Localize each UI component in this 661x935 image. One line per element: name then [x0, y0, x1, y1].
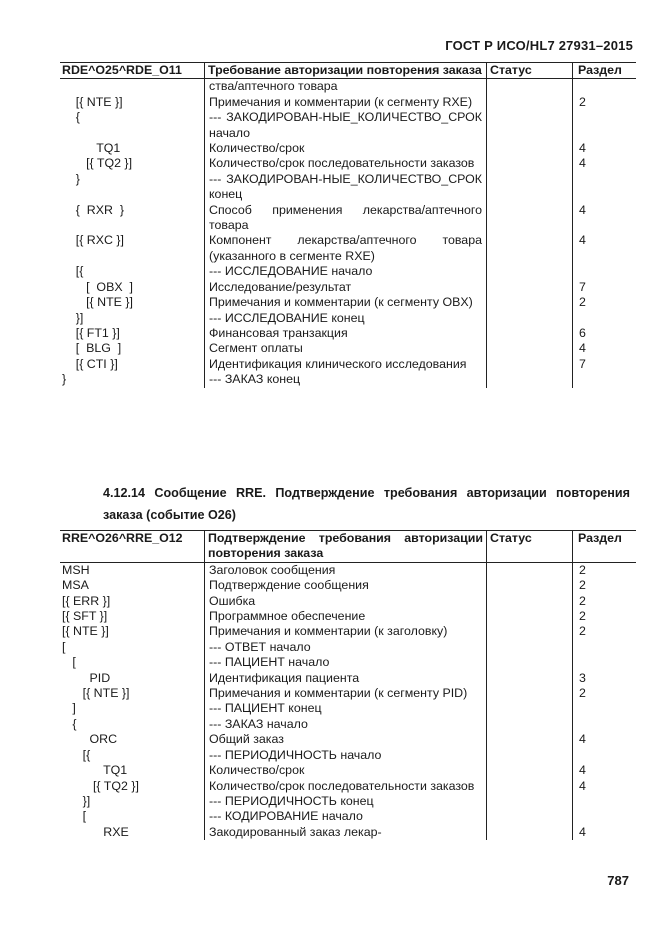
- table-row: [60, 280, 636, 295]
- segment-cell: }: [60, 172, 205, 203]
- table-row: [60, 686, 636, 701]
- table-header: [60, 530, 636, 563]
- segment-cell: MSH: [60, 563, 205, 578]
- section-cell: [573, 172, 636, 203]
- table-rre-o26: [60, 530, 636, 840]
- section-cell: 2: [579, 609, 586, 624]
- description-cell: Исследование/результат: [205, 280, 487, 295]
- status-cell: [487, 79, 573, 94]
- description-cell: Количество/срок последовательности заказов: [205, 779, 487, 794]
- header-cell: Статус: [487, 531, 573, 562]
- description-cell: Примечания и комментарии (к заголовку): [205, 624, 487, 639]
- section-cell: 4: [579, 233, 586, 248]
- table-row: [60, 701, 636, 716]
- description-cell: Количество/срок последовательности заказов: [205, 156, 487, 171]
- table-row: [60, 809, 636, 824]
- segment-cell: ORC: [60, 732, 205, 747]
- segment-cell: { RXR }: [60, 203, 205, 234]
- segment-cell: [{ NTE }]: [60, 95, 205, 110]
- status-cell: [487, 609, 573, 624]
- status-cell: [487, 686, 573, 701]
- status-cell: [487, 95, 573, 110]
- header-cell: Статус: [487, 63, 573, 78]
- status-cell: [487, 794, 573, 809]
- status-cell: [487, 717, 573, 732]
- description-cell: Ошибка: [205, 594, 487, 609]
- table-row: [60, 141, 636, 156]
- description-cell: Компонент лекарства/аптечного товара (указанного в сегменте RXE): [205, 233, 487, 264]
- table-row: [60, 748, 636, 763]
- segment-cell: PID: [60, 671, 205, 686]
- section-cell: 4: [579, 341, 586, 356]
- status-cell: [487, 326, 573, 341]
- description-cell: Сегмент оплаты: [205, 341, 487, 356]
- section-cell: [573, 264, 636, 279]
- description-cell: Закодированный заказ лекар-: [205, 825, 487, 840]
- segment-cell: [60, 79, 205, 94]
- description-cell: Примечания и комментарии (к сегменту OBX): [205, 295, 487, 310]
- table-row: [60, 203, 636, 234]
- table-row: [60, 172, 636, 203]
- table-row: [60, 717, 636, 732]
- section-cell: [573, 655, 636, 670]
- header-cell: Раздел: [578, 63, 622, 77]
- description-cell: Общий заказ: [205, 732, 487, 747]
- table-row: [60, 594, 636, 609]
- table-row: [60, 110, 636, 141]
- table-row: [60, 563, 636, 578]
- description-cell: --- ЗАКОДИРОВАН-НЫЕ_КОЛИЧЕСТВО_СРОК конец: [205, 172, 487, 203]
- segment-cell: TQ1: [60, 763, 205, 778]
- status-cell: [487, 264, 573, 279]
- table-row: [60, 372, 636, 387]
- status-cell: [487, 763, 573, 778]
- header-cell: Раздел: [578, 531, 622, 545]
- table-row: [60, 578, 636, 593]
- segment-cell: [{ NTE }]: [60, 295, 205, 310]
- status-cell: [487, 748, 573, 763]
- description-cell: Примечания и комментарии (к сегменту PID): [205, 686, 487, 701]
- header-cell: Требование авторизации повторения заказа: [205, 63, 487, 78]
- segment-cell: TQ1: [60, 141, 205, 156]
- section-cell: [573, 748, 636, 763]
- description-cell: --- ИССЛЕДОВАНИЕ конец: [205, 311, 487, 326]
- section-cell: [573, 79, 636, 94]
- table-row: [60, 763, 636, 778]
- segment-cell: [{: [60, 748, 205, 763]
- segment-cell: [{ CTI }]: [60, 357, 205, 372]
- status-cell: [487, 624, 573, 639]
- status-cell: [487, 110, 573, 141]
- description-cell: Примечания и комментарии (к сегменту RXE): [205, 95, 487, 110]
- table-row: [60, 233, 636, 264]
- section-cell: 3: [579, 670, 586, 685]
- description-cell: --- ПЕРИОДИЧНОСТЬ конец: [205, 794, 487, 809]
- description-cell: --- ЗАКОДИРОВАН-НЫЕ_КОЛИЧЕСТВО_СРОК начало: [205, 110, 487, 141]
- section-cell: 2: [579, 94, 586, 109]
- status-cell: [487, 203, 573, 234]
- section-cell: 2: [579, 578, 586, 593]
- section-cell: [573, 110, 636, 141]
- section-cell: 4: [579, 763, 586, 778]
- table-row: [60, 341, 636, 356]
- section-cell: 4: [579, 141, 586, 156]
- description-cell: --- ОТВЕТ начало: [205, 640, 487, 655]
- segment-cell: }]: [60, 794, 205, 809]
- table-header: [60, 62, 636, 79]
- section-cell: 4: [579, 732, 586, 747]
- section-cell: [573, 701, 636, 716]
- table-row: [60, 311, 636, 326]
- segment-cell: {: [60, 717, 205, 732]
- table-row: [60, 624, 636, 639]
- section-cell: 2: [579, 562, 586, 577]
- table-row: [60, 655, 636, 670]
- section-cell: 4: [579, 202, 586, 217]
- description-cell: Программное обеспечение: [205, 609, 487, 624]
- section-cell: 4: [579, 778, 586, 793]
- table-row: [60, 156, 636, 171]
- section-cell: 6: [579, 325, 586, 340]
- description-cell: Идентификация пациента: [205, 671, 487, 686]
- description-cell: --- ПАЦИЕНТ конец: [205, 701, 487, 716]
- section-cell: 7: [579, 356, 586, 371]
- segment-cell: [: [60, 655, 205, 670]
- section-cell: [573, 372, 636, 387]
- description-cell: ства/аптечного товара: [205, 79, 487, 94]
- section-cell: [573, 311, 636, 326]
- description-cell: Заголовок сообщения: [205, 563, 487, 578]
- description-cell: Подтверждение сообщения: [205, 578, 487, 593]
- table-row: [60, 794, 636, 809]
- status-cell: [487, 311, 573, 326]
- section-cell: [573, 717, 636, 732]
- description-cell: Финансовая транзакция: [205, 326, 487, 341]
- table-row: [60, 295, 636, 310]
- status-cell: [487, 563, 573, 578]
- description-cell: Идентификация клинического исследования: [205, 357, 487, 372]
- section-cell: [573, 794, 636, 809]
- status-cell: [487, 809, 573, 824]
- table-row: [60, 732, 636, 747]
- table-row: [60, 640, 636, 655]
- description-cell: --- ИССЛЕДОВАНИЕ начало: [205, 264, 487, 279]
- segment-cell: }]: [60, 311, 205, 326]
- status-cell: [487, 233, 573, 264]
- header-cell: RRE^O26^RRE_O12: [60, 531, 205, 562]
- status-cell: [487, 357, 573, 372]
- page-number: 787: [607, 873, 629, 888]
- description-cell: Количество/срок: [205, 141, 487, 156]
- segment-cell: [ OBX ]: [60, 280, 205, 295]
- status-cell: [487, 701, 573, 716]
- section-heading: 4.12.14 Сообщение RRE. Подтверждение требования авторизации повторения заказа (событие O26): [103, 486, 630, 522]
- description-cell: --- ПАЦИЕНТ начало: [205, 655, 487, 670]
- table-row: [60, 95, 636, 110]
- segment-cell: MSA: [60, 578, 205, 593]
- segment-cell: }: [60, 372, 205, 387]
- description-cell: --- ЗАКАЗ конец: [205, 372, 487, 387]
- description-cell: Количество/срок: [205, 763, 487, 778]
- status-cell: [487, 172, 573, 203]
- section-cell: 7: [579, 279, 586, 294]
- segment-cell: [ BLG ]: [60, 341, 205, 356]
- section-cell: 4: [579, 156, 586, 171]
- document-standard-header: ГОСТ Р ИСО/HL7 27931–2015: [445, 38, 633, 53]
- segment-cell: [: [60, 640, 205, 655]
- status-cell: [487, 655, 573, 670]
- description-cell: --- КОДИРОВАНИЕ начало: [205, 809, 487, 824]
- status-cell: [487, 141, 573, 156]
- header-cell: RDE^O25^RDE_O11: [60, 63, 205, 78]
- table-row: [60, 79, 636, 94]
- status-cell: [487, 640, 573, 655]
- description-cell: --- ЗАКАЗ начало: [205, 717, 487, 732]
- status-cell: [487, 372, 573, 387]
- section-cell: 2: [579, 686, 586, 701]
- table-row: [60, 825, 636, 840]
- status-cell: [487, 280, 573, 295]
- status-cell: [487, 594, 573, 609]
- status-cell: [487, 825, 573, 840]
- table-row: [60, 779, 636, 794]
- table-rde-o25: [60, 62, 636, 388]
- status-cell: [487, 156, 573, 171]
- segment-cell: [{ FT1 }]: [60, 326, 205, 341]
- description-cell: Способ применения лекарства/аптечного товара: [205, 203, 487, 234]
- segment-cell: [{ NTE }]: [60, 624, 205, 639]
- segment-cell: ]: [60, 701, 205, 716]
- description-cell: --- ПЕРИОДИЧНОСТЬ начало: [205, 748, 487, 763]
- section-cell: 2: [579, 295, 586, 310]
- section-cell: 2: [579, 624, 586, 639]
- segment-cell: [{ RXC }]: [60, 233, 205, 264]
- status-cell: [487, 732, 573, 747]
- segment-cell: [{ ERR }]: [60, 594, 205, 609]
- segment-cell: [{ TQ2 }]: [60, 779, 205, 794]
- status-cell: [487, 295, 573, 310]
- table-row: [60, 357, 636, 372]
- status-cell: [487, 341, 573, 356]
- segment-cell: [: [60, 809, 205, 824]
- section-cell: 4: [579, 824, 586, 839]
- segment-cell: {: [60, 110, 205, 141]
- table-row: [60, 609, 636, 624]
- status-cell: [487, 671, 573, 686]
- table-row: [60, 264, 636, 279]
- status-cell: [487, 578, 573, 593]
- segment-cell: RXE: [60, 825, 205, 840]
- status-cell: [487, 779, 573, 794]
- segment-cell: [{: [60, 264, 205, 279]
- section-cell: [573, 809, 636, 824]
- segment-cell: [{ TQ2 }]: [60, 156, 205, 171]
- header-cell: Подтверждение требования авторизации повторения заказа: [205, 531, 487, 562]
- section-cell: [573, 640, 636, 655]
- segment-cell: [{ SFT }]: [60, 609, 205, 624]
- table-row: [60, 671, 636, 686]
- table-row: [60, 326, 636, 341]
- section-cell: 2: [579, 593, 586, 608]
- segment-cell: [{ NTE }]: [60, 686, 205, 701]
